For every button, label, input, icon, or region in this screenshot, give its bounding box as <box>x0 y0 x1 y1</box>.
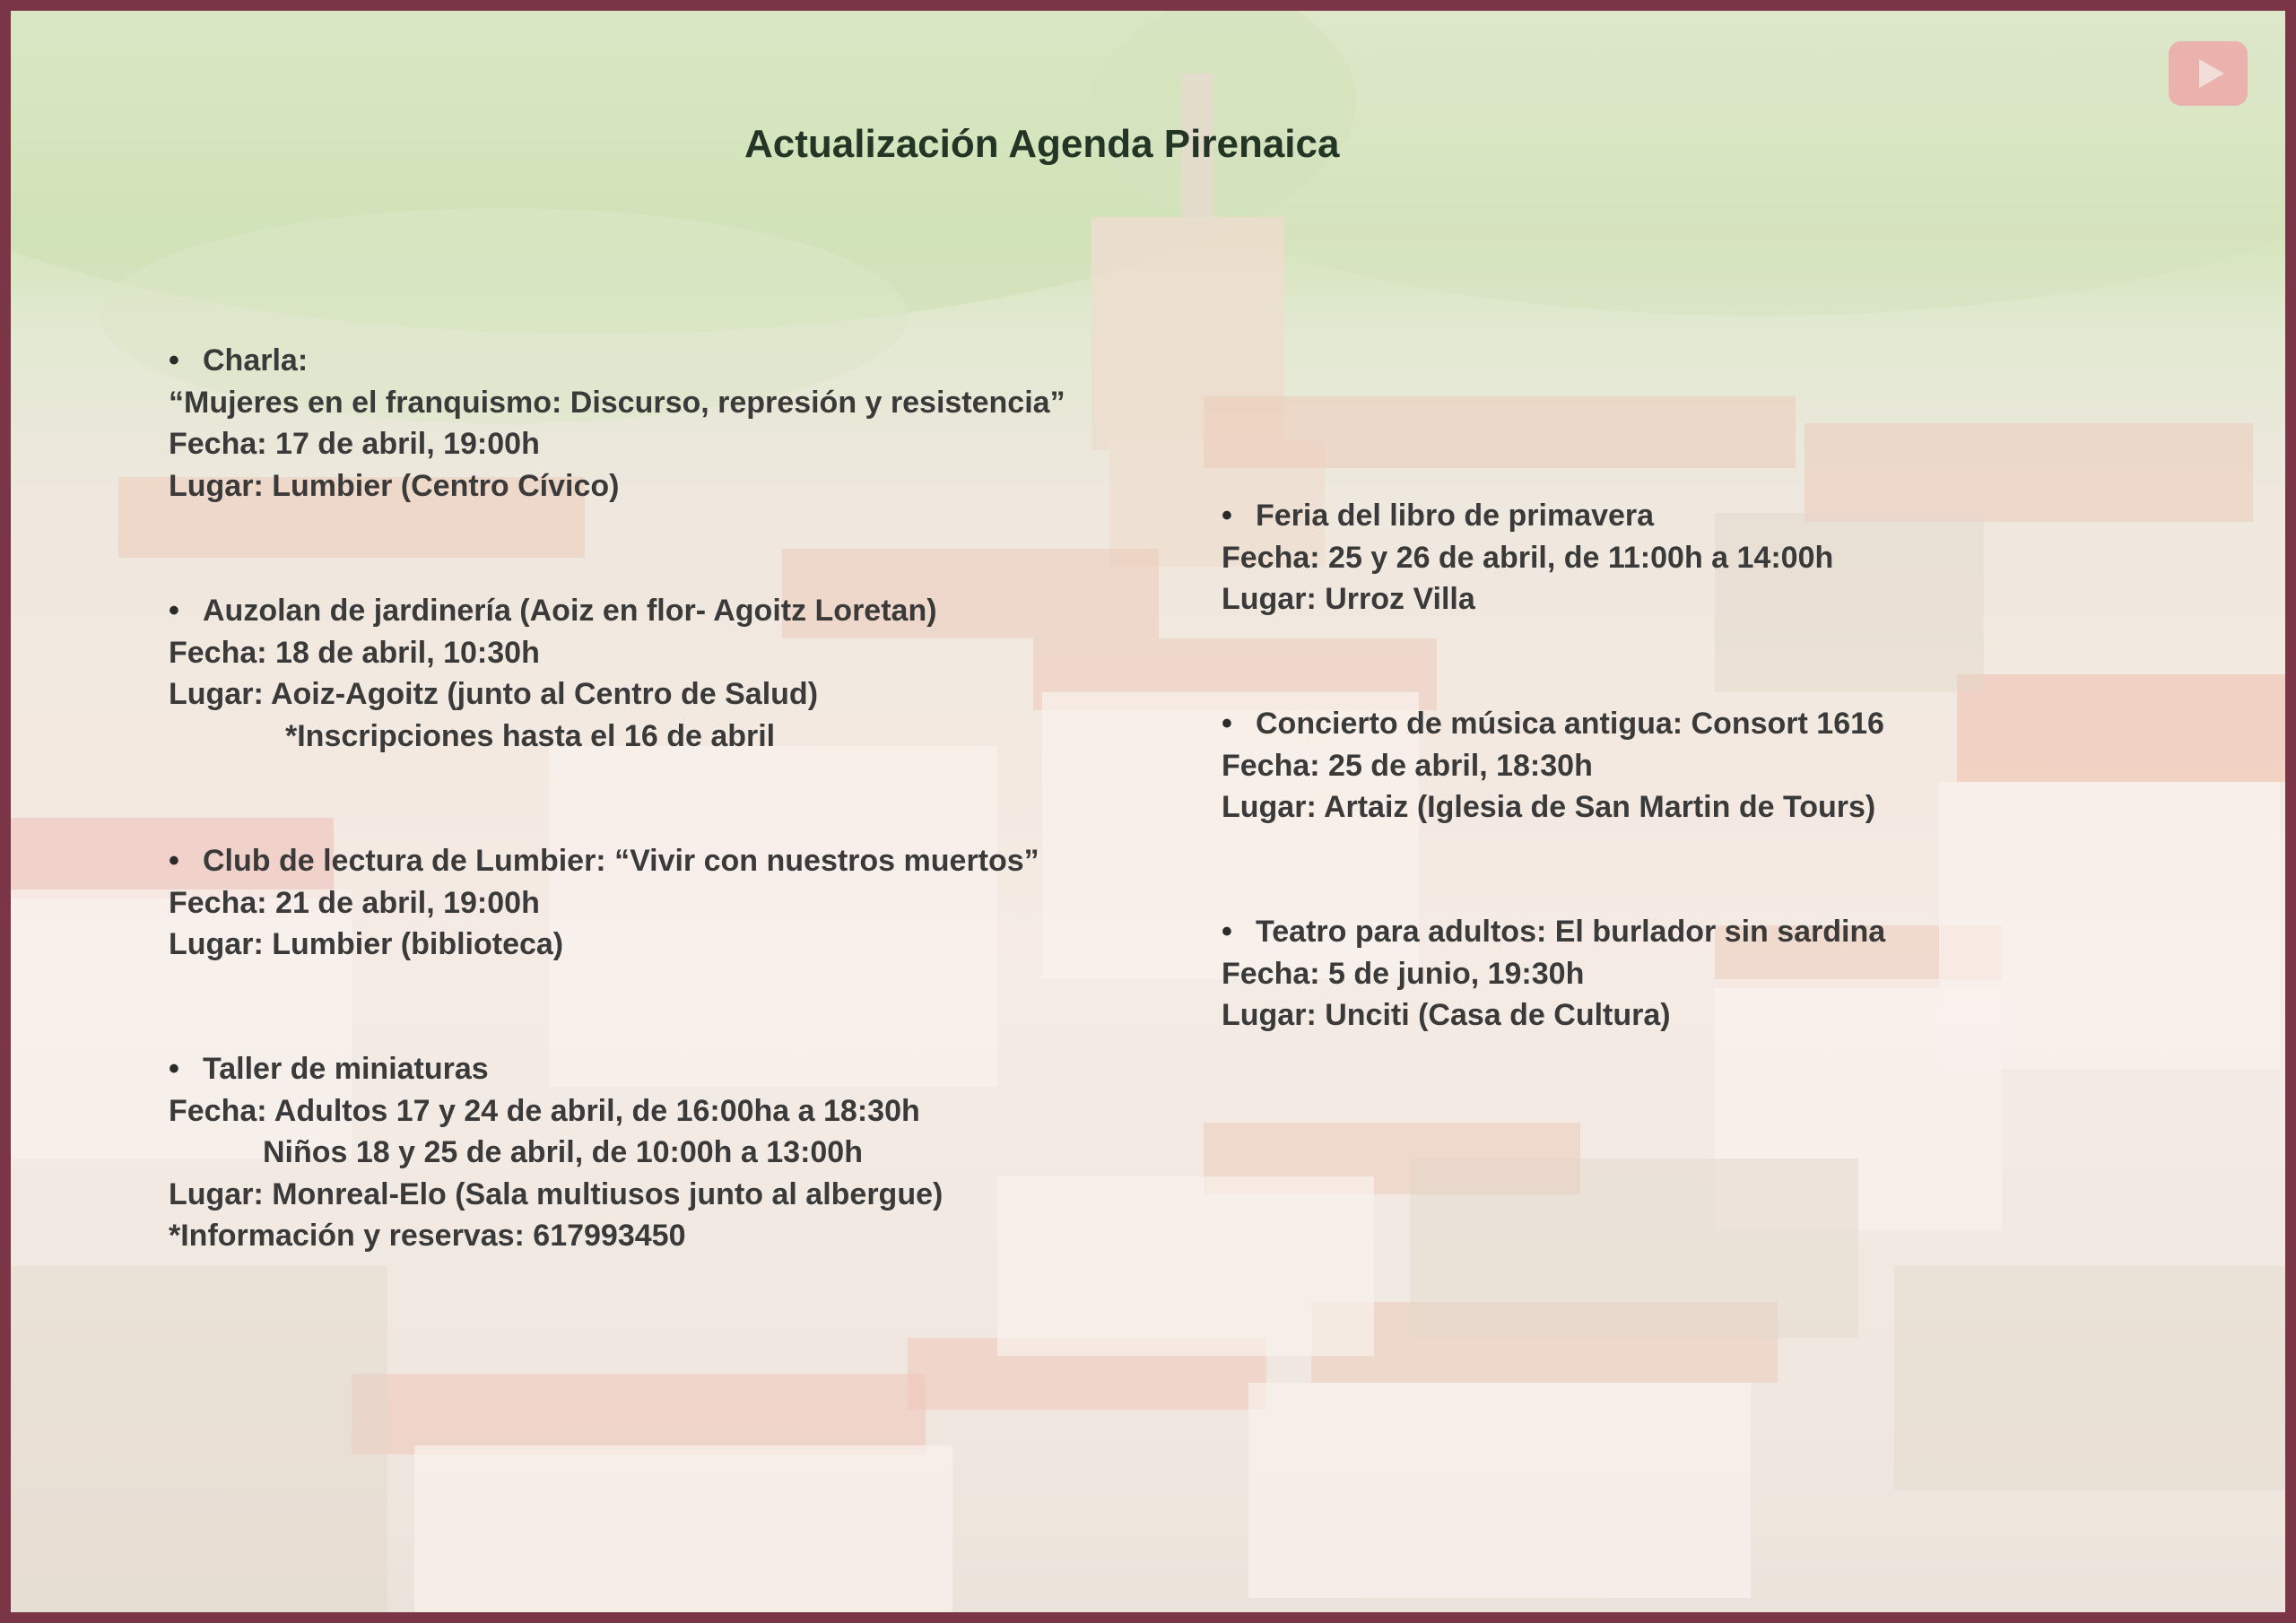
event-place: Lugar: Aoiz-Agoitz (junto al Centro de Salud) <box>169 677 819 711</box>
event-heading: • Concierto de música antigua: Consort 1616 <box>1222 703 1884 745</box>
event-club-lectura <box>169 840 1039 966</box>
event-taller-miniaturas <box>169 1048 943 1257</box>
event-charla <box>169 340 1065 507</box>
event-place: Lugar: Artaiz (Iglesia de San Martin de Tours) <box>1222 790 1876 824</box>
event-heading: • Auzolan de jardinería (Aoiz en flor- Agoitz Loretan) <box>169 590 937 632</box>
event-place: Lugar: Monreal-Elo (Sala multiusos junto al albergue) <box>169 1176 944 1211</box>
event-line: “Mujeres en el franquismo: Discurso, represión y resistencia” <box>169 385 1065 420</box>
event-heading: • Charla: <box>169 340 1065 382</box>
event-auzolan <box>169 590 937 757</box>
event-date: Fecha: 5 de junio, 19:30h <box>1222 956 1585 991</box>
event-date: Fecha: 17 de abril, 19:00h <box>169 427 540 461</box>
background-wash <box>11 11 2285 1612</box>
event-feria-libro <box>1222 495 1833 621</box>
youtube-play-icon[interactable] <box>2169 41 2248 106</box>
event-note: *Inscripciones hasta el 16 de abril <box>285 718 776 753</box>
event-date: Fecha: 25 de abril, 18:30h <box>1222 748 1593 783</box>
event-date: Fecha: 25 y 26 de abril, de 11:00h a 14:00h <box>1222 540 1834 575</box>
event-place: Lugar: Unciti (Casa de Cultura) <box>1222 998 1671 1032</box>
event-heading: • Teatro para adultos: El burlador sin sardina <box>1222 911 1885 953</box>
event-place: Lugar: Urroz Villa <box>1222 582 1475 616</box>
event-heading: • Club de lectura de Lumbier: “Vivir con nuestros muertos” <box>169 840 1039 882</box>
event-place: Lugar: Lumbier (biblioteca) <box>169 927 564 961</box>
event-note: *Información y reservas: 617993450 <box>169 1219 686 1253</box>
event-date-secondary: Niños 18 y 25 de abril, de 10:00h a 13:00h <box>263 1135 863 1169</box>
page-title: Actualización Agenda Pirenaica <box>744 122 1340 166</box>
event-concierto <box>1222 703 1884 829</box>
event-date: Fecha: 21 de abril, 19:00h <box>169 885 540 920</box>
event-date: Fecha: Adultos 17 y 24 de abril, de 16:00ha a 18:30h <box>169 1093 920 1128</box>
event-heading: • Feria del libro de primavera <box>1222 495 1833 537</box>
event-teatro <box>1222 911 1885 1037</box>
event-heading: • Taller de miniaturas <box>169 1048 943 1090</box>
event-date: Fecha: 18 de abril, 10:30h <box>169 635 540 670</box>
event-place: Lugar: Lumbier (Centro Cívico) <box>169 468 620 503</box>
